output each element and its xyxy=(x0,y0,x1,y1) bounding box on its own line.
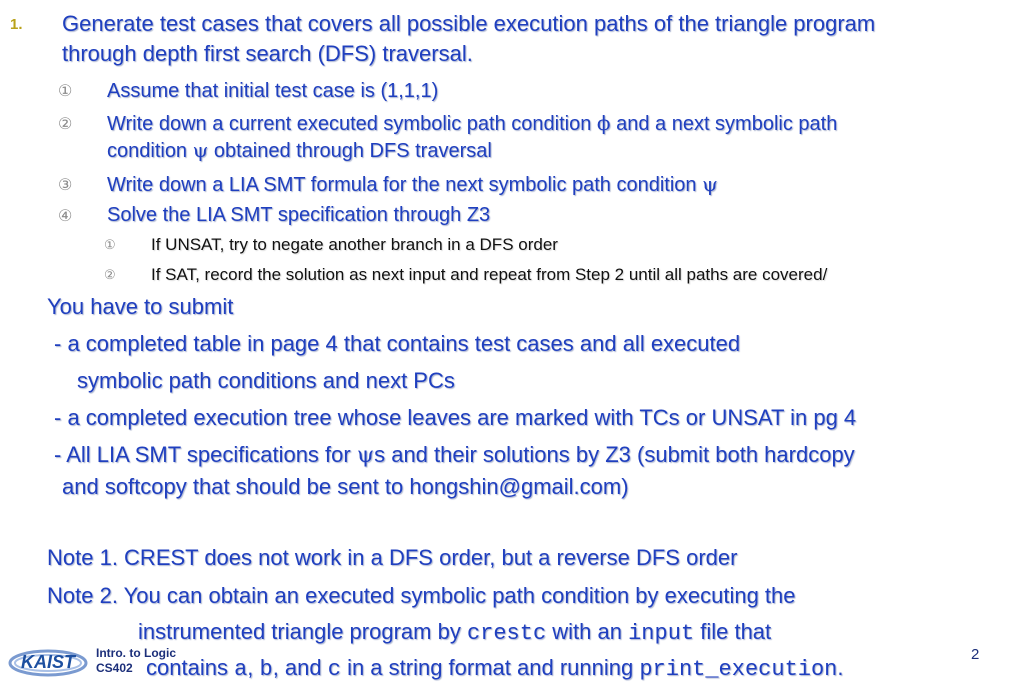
code-input: input xyxy=(628,621,695,646)
code-b: b xyxy=(259,657,273,682)
submit-item-c-line2: and softcopy that should be sent to hongshin@gmail.com) xyxy=(62,474,629,499)
substep-2-text: If SAT, record the solution as next input and repeat from Step 2 until all paths are covered/ xyxy=(151,265,828,284)
submit-heading: You have to submit xyxy=(47,294,234,319)
code-crestc: crestc xyxy=(466,621,547,646)
code-a: a xyxy=(234,657,248,682)
submit-item-c-line1: - All LIA SMT specifications for ψs and their solutions by Z3 (submit both hardcopy xyxy=(54,442,855,468)
psi-symbol: ψ xyxy=(192,138,209,162)
step-2-line2: condition ψ obtained through DFS traversal xyxy=(107,138,492,162)
step-bullet-4: ④ xyxy=(58,208,73,225)
substep-bullet-1: ① xyxy=(104,237,116,252)
step-bullet-1: ① xyxy=(58,83,73,100)
submit-item-a-line2: symbolic path conditions and next PCs xyxy=(77,368,455,393)
logo-text: KAIST xyxy=(21,652,75,672)
psi-symbol: ψ xyxy=(702,172,718,196)
submit-item-b: - a completed execution tree whose leaves are marked with TCs or UNSAT in pg 4 xyxy=(54,405,857,430)
item1-line1: Generate test cases that covers all possible execution paths of the triangle program xyxy=(62,11,876,36)
psi-symbol: ψ xyxy=(356,443,375,468)
phi-symbol: ϕ xyxy=(596,111,611,135)
item1-line2: through depth first search (DFS) traversal. xyxy=(62,41,473,66)
note-2-line3: contains a, b, and c in a string format and running print_execution. xyxy=(146,655,844,682)
step-4-text: Solve the LIA SMT specification through Z3 xyxy=(107,204,491,226)
note-1: Note 1. CREST does not work in a DFS order, but a reverse DFS order xyxy=(47,545,738,570)
step-2-line1: Write down a current executed symbolic path condition ϕ and a next symbolic path xyxy=(107,111,838,135)
step-1-text: Assume that initial test case is (1,1,1) xyxy=(107,80,439,102)
note-2-line2: instrumented triangle program by crestc with an input file that xyxy=(138,619,772,646)
step-bullet-3: ③ xyxy=(58,177,73,194)
submit-item-a-line1: - a completed table in page 4 that contains test cases and all executed xyxy=(54,331,741,356)
note-2-line1: Note 2. You can obtain an executed symbolic path condition by executing the xyxy=(47,583,796,608)
kaist-logo xyxy=(8,643,88,679)
code-print-execution: print_execution xyxy=(639,657,838,682)
course-name: Intro. to Logic xyxy=(96,646,176,660)
course-code: CS402 xyxy=(96,661,133,675)
code-c: c xyxy=(327,657,341,682)
step-bullet-2: ② xyxy=(58,116,73,133)
step-3-text: Write down a LIA SMT formula for the next symbolic path condition ψ xyxy=(107,172,718,196)
substep-bullet-2: ② xyxy=(104,267,116,282)
item-number: 1. xyxy=(10,16,23,33)
substep-1-text: If UNSAT, try to negate another branch in a DFS order xyxy=(151,235,558,254)
page-number: 2 xyxy=(971,646,980,663)
